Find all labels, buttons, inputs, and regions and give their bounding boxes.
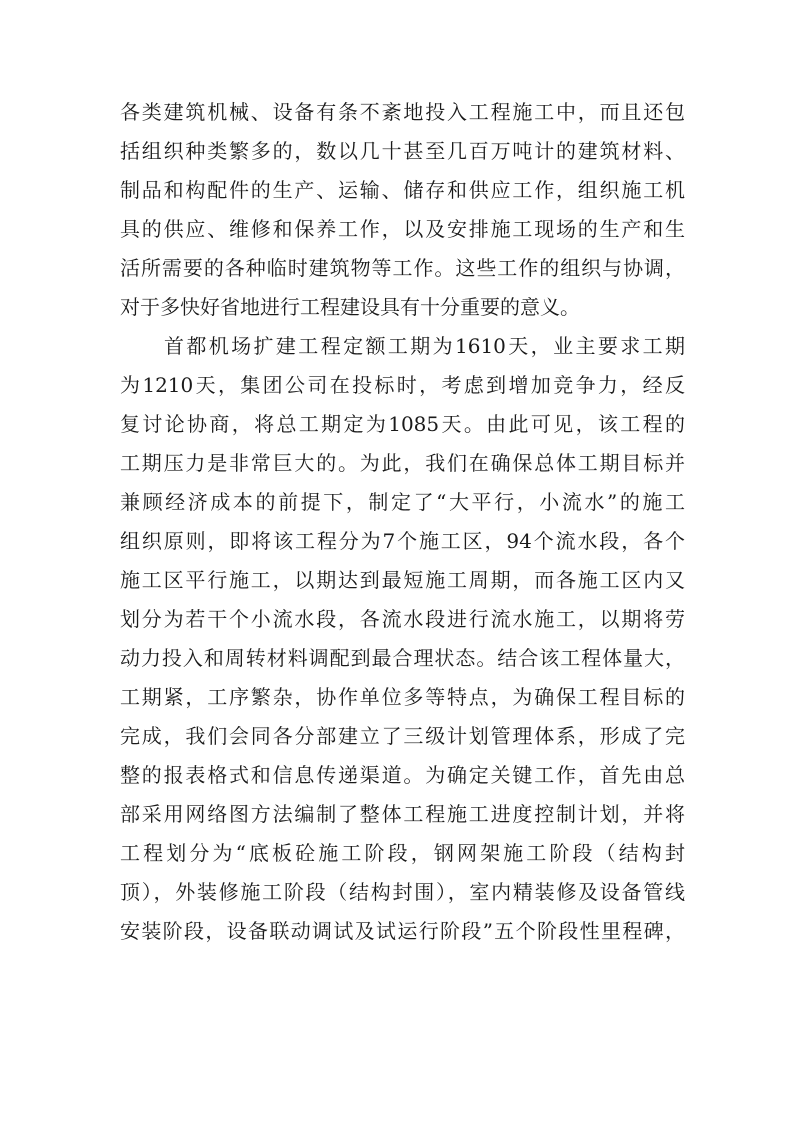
text-line: 动力投入和周转材料调配到最合理状态。结合该工程体量大，	[120, 646, 685, 670]
text-line: 顶），外装修施工阶段（结构封围），室内精装修及设备管线	[120, 880, 685, 904]
text-line: 施工区平行施工，以期达到最短施工周期，而各施工区内又	[120, 568, 685, 592]
text-line: 首都机场扩建工程定额工期为1610天，业主要求工期	[164, 334, 685, 358]
text-line: 具的供应、维修和保养工作，以及安排施工现场的生产和生	[120, 217, 685, 241]
text-line: 对于多快好省地进行工程建设具有十分重要的意义。	[120, 295, 580, 319]
paragraph-2	[120, 327, 685, 951]
text-line: 整的报表格式和信息传递渠道。为确定关键工作，首先由总	[120, 763, 685, 787]
text-line: 工程划分为“底板砼施工阶段，钢网架施工阶段（结构封	[120, 841, 685, 865]
text-line: 为1210天，集团公司在投标时，考虑到增加竞争力，经反	[120, 373, 685, 397]
text-line: 复讨论协商，将总工期定为1085天。由此可见，该工程的	[120, 412, 685, 436]
body-text	[120, 93, 685, 951]
text-line: 各类建筑机械、设备有条不紊地投入工程施工中，而且还包	[120, 100, 685, 124]
text-line: 活所需要的各种临时建筑物等工作。这些工作的组织与协调，	[120, 256, 685, 280]
text-line: 制品和构配件的生产、运输、储存和供应工作，组织施工机	[120, 178, 685, 202]
text-line: 工期压力是非常巨大的。为此，我们在确保总体工期目标并	[120, 451, 685, 475]
text-line: 部采用网络图方法编制了整体工程施工进度控制计划，并将	[120, 802, 685, 826]
text-line: 划分为若干个小流水段，各流水段进行流水施工，以期将劳	[120, 607, 685, 631]
text-line: 安装阶段，设备联动调试及试运行阶段”五个阶段性里程碑，	[120, 919, 685, 943]
paragraph-1	[120, 93, 685, 327]
text-line: 组织原则，即将该工程分为7个施工区，94个流水段，各个	[120, 529, 685, 553]
text-line: 兼顾经济成本的前提下，制定了“大平行，小流水”的施工	[120, 490, 685, 514]
text-line: 完成，我们会同各分部建立了三级计划管理体系，形成了完	[120, 724, 685, 748]
text-line: 工期紧，工序繁杂，协作单位多等特点，为确保工程目标的	[120, 685, 685, 709]
text-line: 括组织种类繁多的，数以几十甚至几百万吨计的建筑材料、	[120, 139, 685, 163]
